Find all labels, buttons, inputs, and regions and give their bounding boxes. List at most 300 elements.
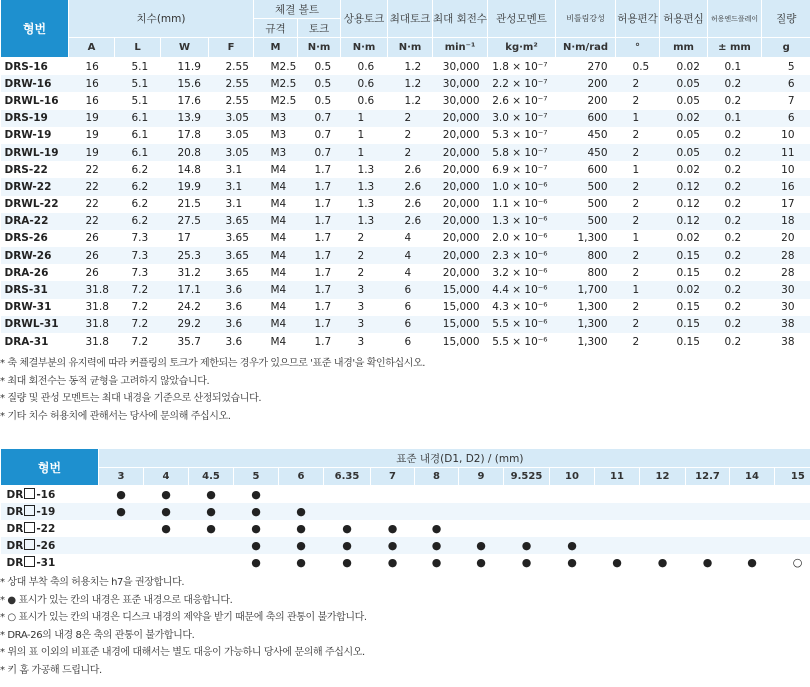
table-cell: 0.7 — [298, 110, 341, 127]
note-line: * 축 체결부분의 유지력에 따라 커플링의 토크가 제한되는 경우가 있으므로 '표준 내경'을 확인하십시오. — [0, 358, 426, 369]
empty-cell — [144, 554, 189, 571]
table-cell: 1.7 — [314, 301, 332, 314]
table-cell: 6.1 — [131, 129, 149, 142]
table-cell: 7.2 — [115, 316, 161, 333]
model-cell: DRW-22 — [1, 178, 69, 195]
note-line: * ● 표시가 있는 칸의 내경은 표준 내경으로 대응합니다. — [0, 594, 233, 606]
table-cell: 6.2 — [115, 213, 161, 230]
bore-model-cell — [1, 486, 99, 504]
filled-circle-icon: ● — [387, 556, 398, 569]
table-cell: 1.7 — [314, 335, 332, 348]
model-prefix: DR — [6, 506, 24, 518]
table-cell: 4 — [404, 266, 412, 279]
table-cell: 0.6 — [357, 60, 375, 73]
table-cell: 6 — [388, 281, 433, 298]
model-cell: DRA-31 — [4, 335, 49, 348]
bore-model-header: 형번 — [1, 449, 99, 486]
bore-size-header: 15 — [775, 468, 810, 486]
table-cell: M4 — [270, 232, 287, 245]
empty-cell — [99, 554, 144, 571]
table-row — [1, 281, 810, 298]
unit-header: kg·m² — [488, 38, 556, 58]
model-cell: DRS-22 — [4, 163, 48, 176]
table-cell: 3.1 — [225, 198, 243, 211]
table-cell: 0.2 — [724, 335, 742, 348]
unit-header: L — [115, 38, 161, 58]
table-row — [1, 58, 810, 76]
table-cell: 2.6 — [404, 163, 422, 176]
table-cell: 2.55 — [225, 60, 249, 73]
table-cell: 3.6 — [209, 316, 254, 333]
empty-cell — [595, 520, 640, 537]
table-cell: 1.3 × 10⁻⁶ — [488, 213, 556, 230]
empty-cell — [775, 520, 810, 537]
table-cell: 1.3 — [341, 178, 388, 195]
table-cell: 2 — [341, 247, 388, 264]
filled-circle-icon: ● — [234, 537, 279, 554]
table-row — [1, 520, 810, 537]
unit-header: ± mm — [708, 38, 762, 58]
model-cell: DRWL-19 — [1, 144, 69, 161]
table-row — [1, 110, 810, 127]
bolt-header: 체결 볼트 — [254, 0, 341, 19]
bore-model-cell — [1, 537, 99, 554]
table-cell: 0.02 — [676, 163, 700, 176]
table-cell: 6.1 — [115, 110, 161, 127]
table-row — [1, 486, 810, 504]
model-cell: DRW-19 — [4, 129, 52, 142]
unit-header: g — [762, 38, 810, 58]
table-cell: 1,700 — [556, 281, 616, 298]
table-cell: 2.55 — [209, 75, 254, 92]
table-cell: 25.3 — [161, 247, 209, 264]
table-cell: 0.12 — [660, 178, 708, 195]
filled-circle-icon: ● — [251, 488, 261, 501]
table-cell: M3 — [270, 129, 287, 142]
bore-size-header: 3 — [99, 468, 144, 486]
bore-model-cell — [1, 520, 99, 537]
table-cell: 2 — [404, 129, 412, 142]
filled-circle-icon: ● — [251, 522, 261, 535]
model-prefix: DR — [6, 489, 24, 501]
table-cell: M4 — [270, 266, 287, 279]
table-cell: 1 — [341, 144, 388, 161]
table-cell: M4 — [270, 163, 287, 176]
table-cell: 0.05 — [676, 94, 700, 107]
table-cell: 0.2 — [708, 178, 762, 195]
note-line: * 기타 치수 허용치에 관해서는 당사에 문의해 주십시오. — [0, 410, 231, 422]
mass-header: 질량 — [762, 0, 810, 38]
table-cell: 30,000 — [442, 60, 480, 73]
table-cell: 20,000 — [433, 178, 488, 195]
table-cell: 19 — [69, 110, 115, 127]
bore-model-cell — [1, 503, 99, 520]
table-cell: 11 — [762, 144, 810, 161]
bore-size-header: 14 — [730, 468, 775, 486]
model-header: 형번 — [1, 0, 69, 58]
table-cell: 20,000 — [433, 110, 488, 127]
table-row — [1, 537, 810, 554]
table-cell: 0.2 — [708, 281, 762, 298]
table-row — [1, 213, 810, 230]
table-cell: 1.7 — [314, 266, 332, 279]
table-cell: 0.5 — [314, 60, 332, 73]
table-cell: M4 — [270, 198, 287, 211]
table-cell: 6.2 — [131, 163, 149, 176]
filled-circle-icon: ● — [550, 537, 595, 554]
table-cell: 15,000 — [442, 335, 480, 348]
model-suffix: -31 — [36, 557, 56, 569]
model-cell: DRWL-31 — [1, 316, 69, 333]
bore-size-header: 6.35 — [324, 468, 371, 486]
model-cell: DRWL-22 — [4, 198, 59, 211]
filled-circle-icon: ● — [702, 556, 713, 569]
table-cell: 21.5 — [177, 198, 201, 211]
table-cell: 2 — [357, 232, 365, 245]
empty-cell — [504, 503, 550, 520]
empty-cell — [415, 486, 459, 504]
table-cell: 38 — [762, 316, 810, 333]
filled-circle-icon: ● — [99, 503, 144, 520]
table-cell: 31.8 — [85, 335, 109, 348]
table-cell: 2 — [616, 316, 660, 333]
table-cell: 2.0 × 10⁻⁶ — [492, 232, 548, 245]
table-cell: 3.65 — [209, 213, 254, 230]
table-cell: 3.05 — [225, 129, 249, 142]
table-cell: 6.9 × 10⁻⁷ — [492, 163, 548, 176]
table-cell: 16 — [85, 94, 99, 107]
model-suffix: -22 — [36, 523, 56, 535]
table-cell: M2.5 — [270, 60, 297, 73]
model-cell: DRS-19 — [1, 110, 69, 127]
table-row — [1, 127, 810, 144]
table-cell: 0.02 — [676, 232, 700, 245]
table-cell: 16 — [85, 60, 99, 73]
table-cell: 20,000 — [442, 129, 480, 142]
empty-cell — [730, 486, 775, 504]
table-cell: 0.2 — [724, 232, 742, 245]
empty-cell — [640, 503, 686, 520]
table-cell: 17.1 — [161, 281, 209, 298]
table-cell: 5.1 — [131, 94, 149, 107]
model-prefix: DR — [6, 523, 24, 535]
filled-circle-icon: ● — [296, 522, 306, 535]
table-cell: 31.2 — [177, 266, 201, 279]
table-cell: M4 — [254, 213, 298, 230]
table-cell: 0.1 — [724, 60, 742, 73]
table-cell: M2.5 — [254, 75, 298, 92]
table-cell: 26 — [69, 247, 115, 264]
empty-cell — [775, 503, 810, 520]
table-cell: 0.15 — [676, 266, 700, 279]
bore-notes — [0, 574, 367, 679]
table-cell: 3 — [357, 335, 365, 348]
table-cell: 19.9 — [161, 178, 209, 195]
table-cell: 4 — [388, 247, 433, 264]
bore-table — [0, 449, 810, 571]
filled-circle-icon: ● — [431, 522, 442, 535]
table-cell: 3.05 — [209, 144, 254, 161]
table-cell: 11.9 — [177, 60, 201, 73]
table-cell: 5.1 — [115, 75, 161, 92]
filled-circle-icon: ● — [747, 556, 757, 569]
empty-cell — [189, 554, 234, 571]
table-cell: 0.02 — [676, 60, 700, 73]
table-cell: 0.15 — [660, 247, 708, 264]
empty-cell — [550, 503, 595, 520]
table-cell: 0.2 — [708, 75, 762, 92]
empty-cell — [686, 486, 730, 504]
table-cell: 15,000 — [433, 281, 488, 298]
table-cell: 29.2 — [161, 316, 209, 333]
table-cell: 1 — [632, 232, 640, 245]
table-cell: 19 — [85, 129, 99, 142]
empty-cell — [595, 503, 640, 520]
table-cell: 500 — [587, 198, 608, 211]
table-cell: 6 — [388, 316, 433, 333]
empty-cell — [775, 537, 810, 554]
table-cell: 16 — [69, 75, 115, 92]
table-cell: 800 — [587, 266, 608, 279]
table-cell: 0.05 — [660, 75, 708, 92]
table-cell: 6 — [762, 75, 810, 92]
model-prefix: DR — [6, 557, 24, 569]
table-cell: 0.15 — [676, 335, 700, 348]
table-cell: 7.3 — [115, 247, 161, 264]
table-cell: 20,000 — [433, 144, 488, 161]
table-cell: 1 — [616, 281, 660, 298]
filled-circle-icon: ● — [189, 503, 234, 520]
filled-circle-icon: ● — [342, 556, 352, 569]
table-cell: 1 — [616, 110, 660, 127]
table-cell: 22 — [85, 198, 99, 211]
table-cell: 26 — [85, 232, 99, 245]
empty-cell — [189, 537, 234, 554]
table-cell: 22 — [85, 163, 99, 176]
table-cell: 1.2 — [388, 75, 433, 92]
bore-size-header: 9 — [459, 468, 504, 486]
table-cell: 1.2 — [404, 94, 422, 107]
table-cell: 2 — [632, 266, 640, 279]
bore-model-cell — [1, 554, 99, 571]
table-cell: 16 — [762, 178, 810, 195]
bolt-torque-header: 토크 — [298, 19, 341, 38]
unit-header: M — [254, 38, 298, 58]
table-cell: M4 — [254, 247, 298, 264]
table-cell: 1,300 — [577, 232, 608, 245]
empty-cell — [775, 486, 810, 504]
note-line: * 키 홈 가공해 드립니다. — [0, 664, 102, 676]
inertia-header: 관성모멘트 — [488, 0, 556, 38]
table-cell: 0.5 — [632, 60, 650, 73]
filled-circle-icon: ● — [206, 488, 216, 501]
stiffness-header: 비틀림강성 — [556, 0, 616, 38]
table-cell: 2 — [632, 198, 640, 211]
filled-circle-icon: ● — [567, 556, 577, 569]
table-cell: 1.7 — [298, 178, 341, 195]
placeholder-box-icon — [24, 522, 35, 533]
table-cell: 6.1 — [115, 144, 161, 161]
table-row — [1, 247, 810, 264]
table-row — [1, 264, 810, 281]
empty-cell — [686, 537, 730, 554]
table-cell: 30,000 — [433, 75, 488, 92]
note-line: * DRA-26의 내경 8은 축의 관통이 불가합니다. — [0, 629, 195, 641]
table-cell: 500 — [556, 178, 616, 195]
max-rpm-header: 최대 회전수 — [433, 0, 488, 38]
table-cell: 450 — [587, 129, 608, 142]
filled-circle-icon: ● — [476, 556, 486, 569]
bore-size-header: 4 — [144, 468, 189, 486]
table-cell: 2 — [616, 247, 660, 264]
table-cell: 2.6 — [388, 178, 433, 195]
model-suffix: -26 — [36, 540, 56, 552]
table-cell: 2.3 × 10⁻⁶ — [488, 247, 556, 264]
table-cell: 0.15 — [660, 316, 708, 333]
table-cell: 22 — [69, 178, 115, 195]
filled-circle-icon: ● — [657, 556, 668, 569]
empty-cell — [324, 503, 371, 520]
unit-header: ° — [616, 38, 660, 58]
table-cell: 270 — [587, 60, 608, 73]
table-cell: 13.9 — [161, 110, 209, 127]
table-cell: 5.8 × 10⁻⁷ — [488, 144, 556, 161]
bore-size-header: 6 — [279, 468, 324, 486]
empty-cell — [504, 486, 550, 504]
note-line: * 최대 회전수는 동적 균형을 고려하지 않았습니다. — [0, 375, 210, 387]
empty-cell — [730, 520, 775, 537]
table-cell: 3 — [357, 301, 365, 314]
model-cell: DRA-22 — [1, 213, 69, 230]
table-cell: 2 — [632, 301, 640, 314]
table-cell: 0.2 — [724, 94, 742, 107]
filled-circle-icon: ● — [459, 537, 504, 554]
table-cell: 3.2 × 10⁻⁶ — [492, 266, 548, 279]
table-cell: 2 — [632, 94, 640, 107]
empty-cell — [99, 520, 144, 537]
table-cell: M4 — [270, 335, 287, 348]
table-cell: 2 — [632, 129, 640, 142]
empty-cell — [459, 486, 504, 504]
table-cell: 30 — [762, 281, 810, 298]
table-row — [1, 503, 810, 520]
table-cell: 38 — [781, 335, 795, 348]
table-cell: 0.6 — [357, 94, 375, 107]
table-cell: 800 — [556, 247, 616, 264]
empty-cell — [640, 486, 686, 504]
table-cell: M3 — [254, 110, 298, 127]
filled-circle-icon: ● — [296, 556, 306, 569]
filled-circle-icon: ● — [387, 522, 398, 535]
filled-circle-icon: ● — [342, 522, 352, 535]
table-cell: 2 — [357, 266, 365, 279]
table-cell: 600 — [587, 163, 608, 176]
unit-header: min⁻¹ — [433, 38, 488, 58]
table-cell: 14.8 — [177, 163, 201, 176]
table-cell: M4 — [254, 178, 298, 195]
table-cell: 0.2 — [724, 266, 742, 279]
table-cell: 1.8 × 10⁻⁷ — [492, 60, 548, 73]
empty-cell — [371, 486, 415, 504]
filled-circle-icon: ● — [415, 537, 459, 554]
table-cell: 0.1 — [708, 110, 762, 127]
note-line: * 질량 및 관성 모멘트는 최대 내경을 기준으로 산정되었습니다. — [0, 393, 262, 404]
table-cell: 1.7 — [314, 198, 332, 211]
bore-size-header: 4.5 — [189, 468, 234, 486]
table-cell: 7.2 — [115, 281, 161, 298]
unit-header: N·m — [388, 38, 433, 58]
table-row — [1, 230, 810, 247]
table-cell: 0.2 — [724, 129, 742, 142]
table-cell: 31.8 — [85, 301, 109, 314]
table-cell: 6 — [404, 335, 412, 348]
unit-header: N·m/rad — [556, 38, 616, 58]
table-cell: 20,000 — [442, 198, 480, 211]
bore-size-header: 12.7 — [686, 468, 730, 486]
table-cell: 3.0 × 10⁻⁷ — [488, 110, 556, 127]
table-cell: 24.2 — [177, 301, 201, 314]
empty-cell — [730, 537, 775, 554]
unit-header: A — [69, 38, 115, 58]
filled-circle-icon: ● — [279, 537, 324, 554]
table-cell: 0.2 — [724, 198, 742, 211]
table-cell: 7.2 — [131, 335, 149, 348]
model-cell: DRW-16 — [1, 75, 69, 92]
model-cell: DRW-26 — [1, 247, 69, 264]
table-cell: 1 — [357, 129, 365, 142]
bore-size-header: 12 — [640, 468, 686, 486]
table-cell: 0.7 — [298, 144, 341, 161]
table-cell: M4 — [254, 281, 298, 298]
table-cell: 3 — [341, 316, 388, 333]
table-cell: M2.5 — [270, 94, 297, 107]
table-cell: 450 — [556, 144, 616, 161]
empty-cell — [415, 503, 459, 520]
table-cell: 1.3 — [357, 198, 375, 211]
table-cell: 1.7 — [314, 163, 332, 176]
bore-size-header: 8 — [415, 468, 459, 486]
table-cell: 7.2 — [131, 301, 149, 314]
table-cell: 3.65 — [225, 266, 249, 279]
filled-circle-icon: ● — [324, 537, 371, 554]
table-row — [1, 75, 810, 92]
placeholder-box-icon — [24, 488, 35, 499]
table-cell: 15,000 — [433, 316, 488, 333]
table-row — [1, 299, 810, 316]
misalign-parallel-header: 허용편심 — [660, 0, 708, 38]
max-torque-header: 최대토크 — [388, 0, 433, 38]
table-cell: 3.65 — [209, 247, 254, 264]
table-cell: 2.6 — [388, 213, 433, 230]
table-cell: 1.2 — [404, 60, 422, 73]
rated-torque-header: 상용토크 — [341, 0, 388, 38]
table-cell: 1,300 — [577, 335, 608, 348]
model-cell: DRS-16 — [4, 60, 48, 73]
table-cell: 1.1 × 10⁻⁶ — [492, 198, 548, 211]
table-cell: 4.4 × 10⁻⁶ — [488, 281, 556, 298]
empty-cell — [459, 520, 504, 537]
table-cell: 15.6 — [161, 75, 209, 92]
table-cell: 5.3 × 10⁻⁷ — [492, 129, 548, 142]
table-cell: 5.5 × 10⁻⁶ — [488, 316, 556, 333]
table-cell: 200 — [556, 75, 616, 92]
table-cell: 1.7 — [298, 213, 341, 230]
table-cell: 0.6 — [341, 75, 388, 92]
table-cell: M4 — [254, 316, 298, 333]
table-cell: 10 — [781, 163, 795, 176]
table-cell: 17 — [781, 198, 795, 211]
table-cell: 2 — [388, 144, 433, 161]
